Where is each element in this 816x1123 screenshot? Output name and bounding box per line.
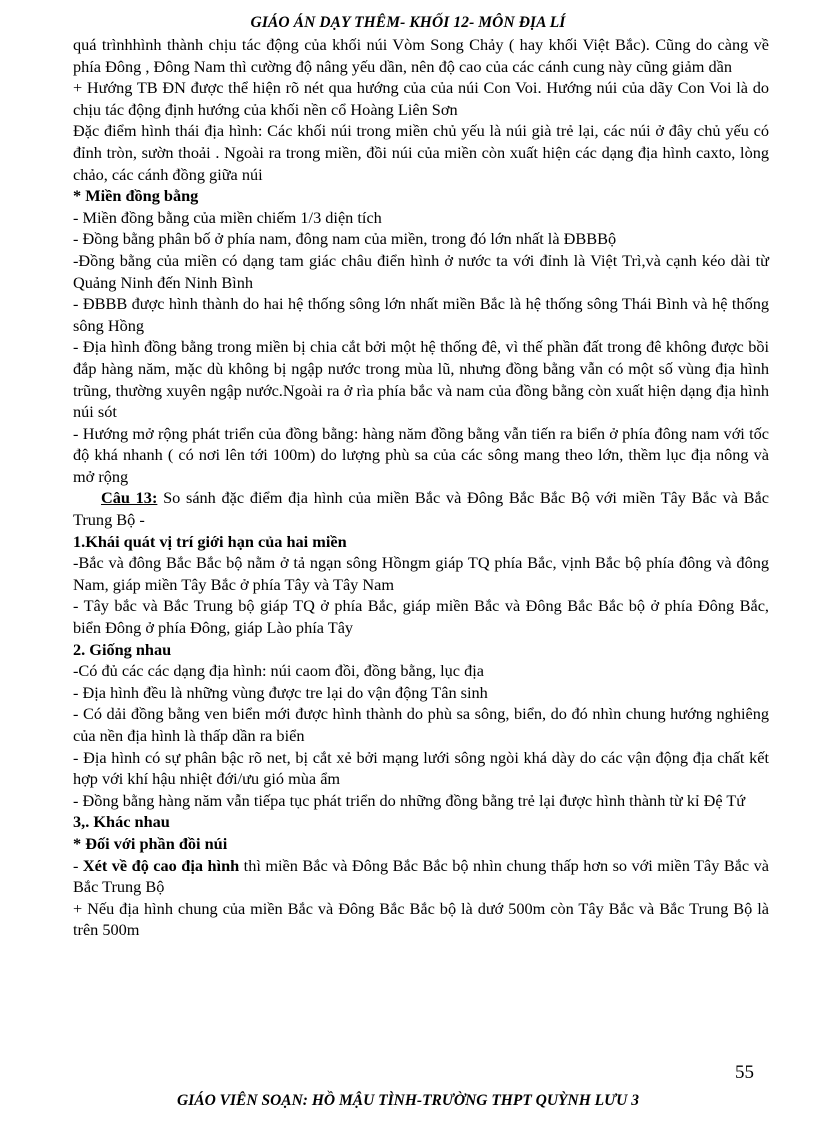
- paragraph: -Đồng bằng của miền có dạng tam giác châu điển hình ở nước ta với đỉnh là Việt Trì,và cạnh kéo dài từ Quảng Ninh đến Ninh Bình: [73, 250, 769, 292]
- paragraph: - Tây bắc và Bắc Trung bộ giáp TQ ở phía Bắc, giáp miền Bắc và Đông Bắc Bắc bộ ở phía Đông Bắc, biển Đông ở phía Đông, giáp Lào phía Tây: [73, 596, 769, 638]
- paragraph: [73, 855, 769, 898]
- dash-prefix: -: [73, 855, 83, 875]
- paragraph: Đặc điểm hình thái địa hình: Các khối núi trong miền chủ yếu là núi già trẻ lại, các núi ở đây chủ yếu có đỉnh tròn, sườn thoải . Ngoài ra trong miền, đồi núi của miền còn xuất hiện các dạng địa hình caxto, lòng chảo, các cánh đồng giữa núi: [73, 121, 769, 184]
- paragraph: - Miền đồng bằng của miền chiếm 1/3 diện tích: [73, 207, 382, 227]
- paragraph: - Địa hình có sự phân bậc rõ net, bị cắt xẻ bởi mạng lưới sông ngòi khá dày do các vận động địa chất kết hợp với khí hậu nhiệt đới/ưu gió mùa ẩm: [73, 747, 769, 789]
- paragraph: - Địa hình đều là những vùng được tre lại do vận động Tân sinh: [73, 682, 488, 702]
- question-label: Câu 13:: [101, 488, 158, 508]
- paragraph: -Bắc và đông Bắc Bắc bộ nằm ở tả ngạn sông Hồngm giáp TQ phía Bắc, vịnh Bắc bộ phía đông và đông Nam, giáp miền Tây Bắc ở phía Tây và Tây Nam: [73, 553, 769, 594]
- paragraph: - Địa hình đồng bằng trong miền bị chia cắt bởi một hệ thống đê, vì thế phần đất trong đê không được bồi đắp hàng năm, mặc dù không bị ngập nước trong mùa lũ, nhưng đồng bằng vẫn có một số vùng địa hình trũng, thường xuyên ngập nước.Ngoài ra ở rìa phía bắc và nam của đồng bằng còn xuất hiện dạng địa hình núi sót: [73, 337, 769, 422]
- section-heading: 3,. Khác nhau: [73, 812, 170, 832]
- paragraph: quá trìnhhình thành chịu tác động của khối núi Vòm Song Chảy ( hay khối Việt Bắc). Cũng do càng về phía Đông , Đông Nam thì cường độ nâng yếu dần, nên độ cao của các cánh cung này cũng giảm dần: [73, 35, 769, 76]
- paragraph: - Đồng bằng phân bố ở phía nam, đông nam của miền, trong đó lớn nhất là ĐBBBộ: [73, 229, 617, 249]
- page-footer: GIÁO VIÊN SOẠN: HỒ MẬU TÌNH-TRƯỜNG THPT QUỲNH LƯU 3: [177, 1092, 639, 1109]
- paragraph: - Có dải đồng bằng ven biển mới được hình thành do phù sa sông, biển, do đó nhìn chung hướng nghiêng của nền địa hình là thấp dần ra biển: [73, 704, 769, 745]
- paragraph: -Có đủ các các dạng địa hình: núi caom đồi, đồng bằng, lục địa: [73, 661, 484, 681]
- document-body: [73, 34, 769, 941]
- paragraph: - Hướng mở rộng phát triển của đồng bằng: hàng năm đồng bằng vẫn tiến ra biển ở phía đông nam với tốc độ khá nhanh ( có nơi lên tới 100m) do lượng phù sa của các sông mang theo lớn, thềm lục địa nông và mở rộng: [73, 423, 769, 486]
- question-text: So sánh đặc điểm địa hình của miền Bắc và Đông Bắc Bắc Bộ với miền Tây Bắc và Bắc Trung Bộ -: [73, 488, 769, 530]
- section-heading: 1.Khái quát vị trí giới hạn của hai miền: [73, 531, 347, 551]
- emphasis-text: Xét về độ cao địa hình: [82, 855, 240, 875]
- question-13: [73, 487, 769, 530]
- paragraph: - Đồng bằng hàng năm vẫn tiếpa tục phát triển do những đồng bằng trẻ lại được hình thành từ kỉ Đệ Tứ: [73, 790, 746, 810]
- page-header: GIÁO ÁN DẠY THÊM- KHỐI 12- MÔN ĐỊA LÍ: [250, 14, 566, 31]
- paragraph: + Hướng TB ĐN được thể hiện rõ nét qua hướng của của núi Con Voi. Hướng núi của dãy Con Voi là do chịu tác động định hướng của khối nền cổ Hoàng Liên Sơn: [73, 78, 769, 119]
- sub-heading: * Đối với phần đồi núi: [73, 833, 228, 853]
- section-heading: 2. Giống nhau: [73, 639, 172, 659]
- paragraph: + Nếu địa hình chung của miền Bắc và Đông Bắc Bắc bộ là dướ 500m còn Tây Bắc và Bắc Trung Bộ là trên 500m: [73, 898, 769, 940]
- paragraph-rest: thì miền Bắc và Đông Bắc Bắc bộ nhìn chung thấp hơn so với miền Tây Bắc và Bắc Trung Bộ: [73, 855, 769, 897]
- paragraph: - ĐBBB được hình thành do hai hệ thống sông lớn nhất miền Bắc là hệ thống sông Thái Bình và hệ thống sông Hồng: [73, 294, 769, 335]
- page-number: 55: [735, 1062, 754, 1083]
- section-heading: * Miền đồng bằng: [73, 186, 199, 206]
